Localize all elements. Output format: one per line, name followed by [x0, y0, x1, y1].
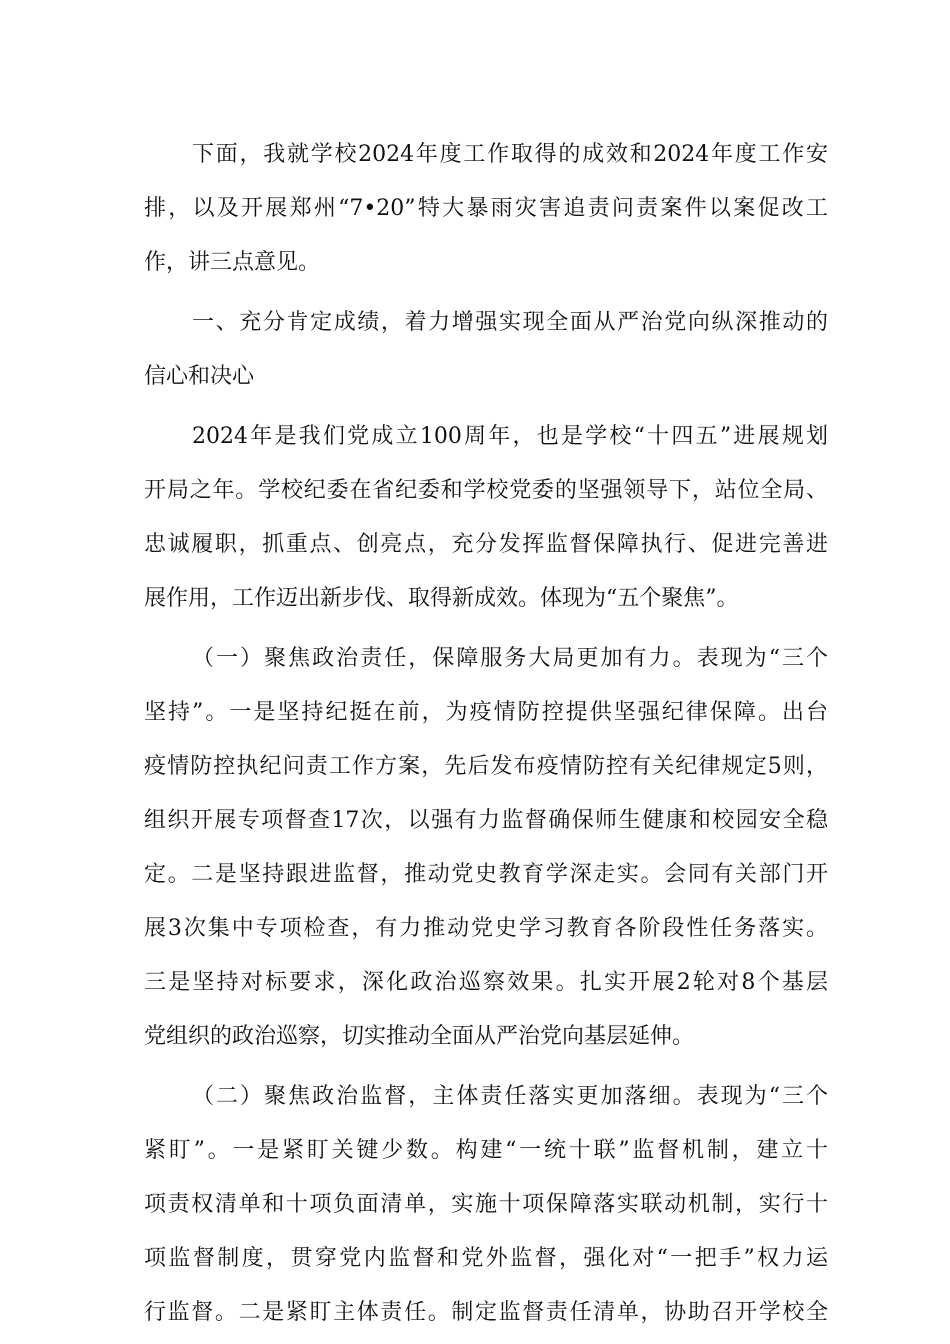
text-line: 信心和决心 [144, 364, 255, 389]
text-line: 作，讲三点意见。 [144, 250, 321, 275]
text-line: 下面，我就学校2024年度工作取得的成效和2024年度工作安 [192, 142, 828, 167]
paragraph-focus-two [144, 1070, 828, 1340]
paragraph-focus-one [144, 632, 828, 1064]
paragraph-overview [144, 410, 828, 626]
text-line: 坚持”。一是坚持纪挺在前，为疫情防控提供坚强纪律保障。出台 [144, 700, 828, 725]
text-line: 项责权清单和十项负面清单，实施十项保障落实联动机制，实行十 [144, 1192, 828, 1217]
document-body [144, 128, 828, 1340]
section-heading-one [144, 296, 828, 404]
text-line: 党组织的政治巡察，切实推动全面从严治党向基层延伸。 [144, 1024, 695, 1049]
text-line: 三是坚持对标要求，深化政治巡察效果。扎实开展2轮对8个基层 [144, 970, 828, 995]
text-line: （二）聚焦政治监督，主体责任落实更加落细。表现为“三个 [192, 1084, 828, 1109]
text-line: 紧盯”。一是紧盯关键少数。构建“一统十联”监督机制，建立十 [144, 1138, 828, 1163]
text-line: 排，以及开展郑州“7•20”特大暴雨灾害追责问责案件以案促改工 [144, 196, 828, 221]
text-line: （一）聚焦政治责任，保障服务大局更加有力。表现为“三个 [192, 646, 828, 671]
text-line: 组织开展专项督查17次，以强有力监督确保师生健康和校园安全稳 [144, 808, 828, 833]
text-line: 展3次集中专项检查，有力推动党史学习教育各阶段性任务落实。 [144, 916, 828, 941]
text-line: 一、充分肯定成绩，着力增强实现全面从严治党向纵深推动的 [192, 310, 828, 335]
text-line: 定。二是坚持跟进监督，推动党史教育学深走实。会同有关部门开 [144, 862, 828, 887]
text-line: 忠诚履职，抓重点、创亮点，充分发挥监督保障执行、促进完善进 [144, 532, 828, 557]
text-line: 项监督制度，贯穿党内监督和党外监督，强化对“一把手”权力运 [144, 1246, 828, 1271]
text-line: 2024年是我们党成立100周年，也是学校“十四五”进展规划 [192, 424, 828, 449]
text-line: 行监督。二是紧盯主体责任。制定监督责任清单，协助召开学校全 [144, 1300, 828, 1325]
text-line: 展作用，工作迈出新步伐、取得新成效。体现为“五个聚焦”。 [144, 586, 739, 611]
text-line: 开局之年。学校纪委在省纪委和学校党委的坚强领导下，站位全局、 [144, 478, 828, 503]
text-line: 疫情防控执纪问责工作方案，先后发布疫情防控有关纪律规定5则， [144, 754, 828, 779]
paragraph-intro [144, 128, 828, 290]
